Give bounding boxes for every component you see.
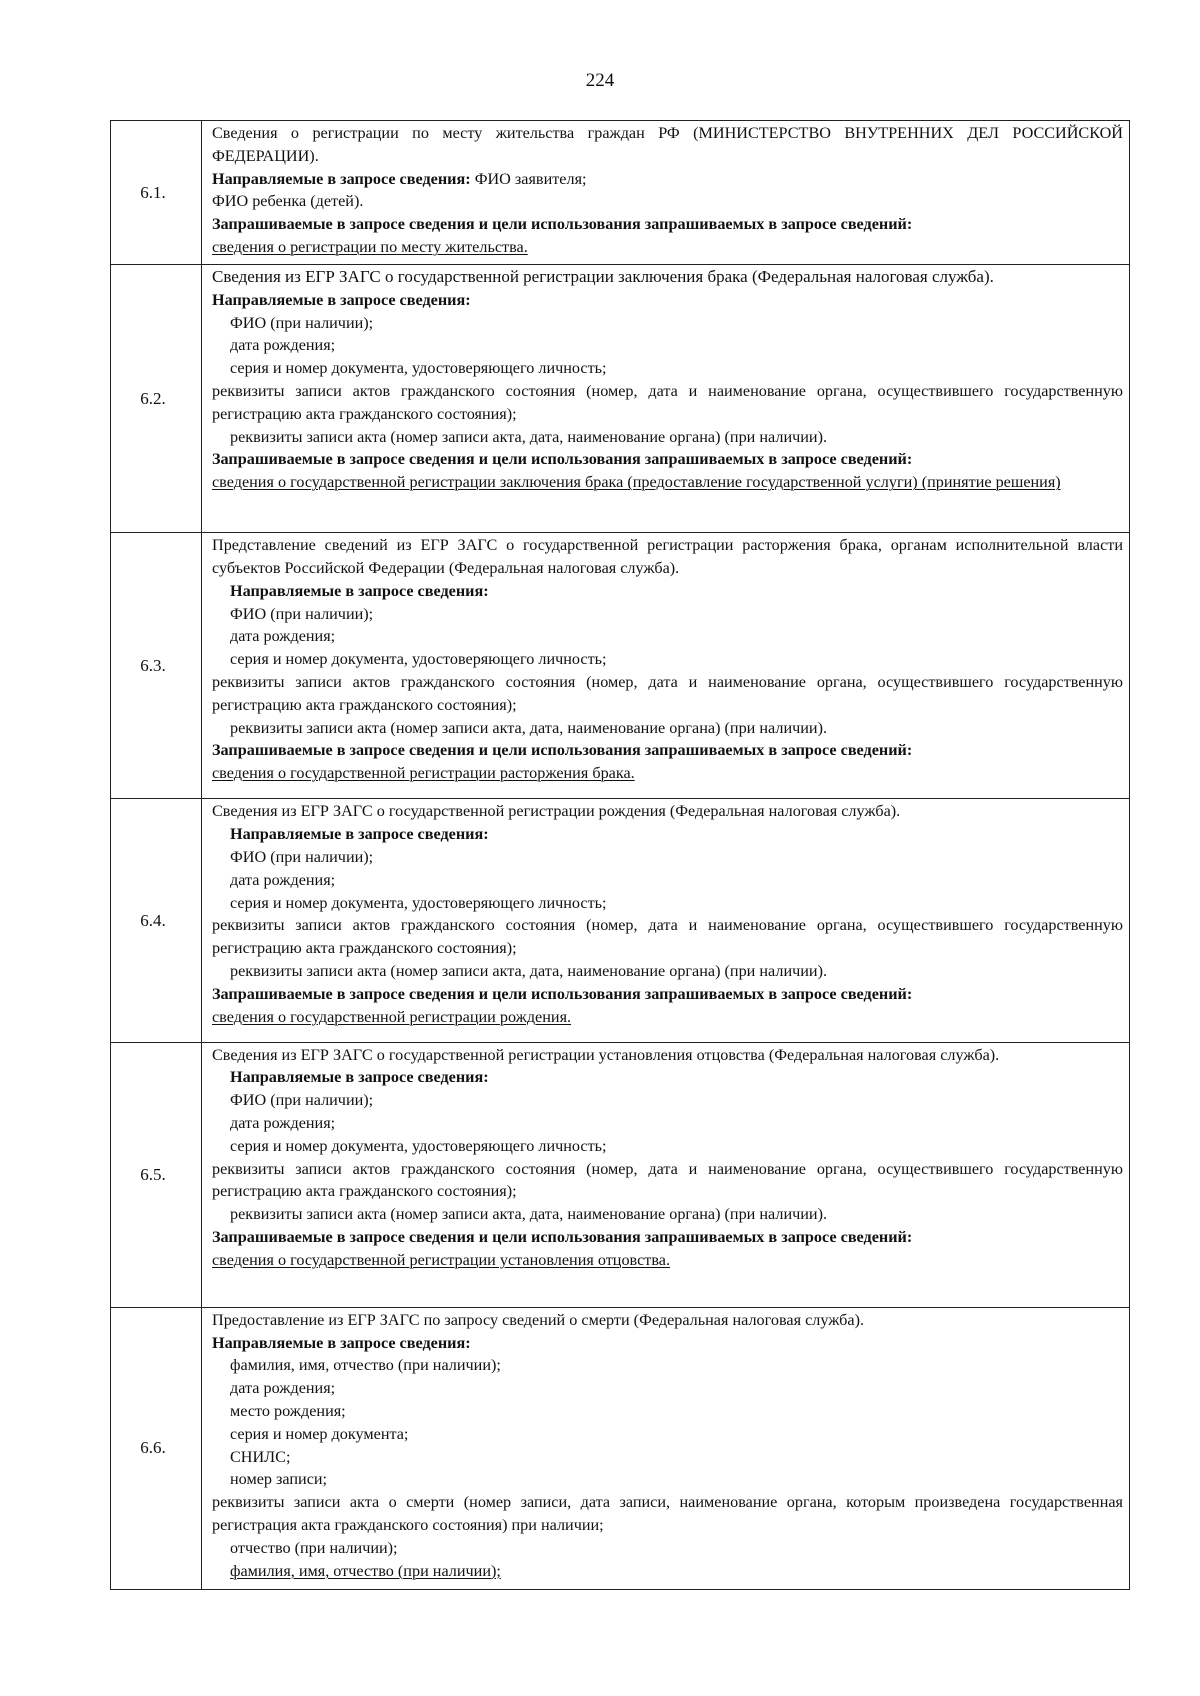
text-line: сведения о государственной регистрации установления отцовства. — [212, 1250, 671, 1269]
row-content — [202, 1307, 1130, 1589]
row-content — [202, 1042, 1130, 1307]
row-title: Сведения из ЕГР ЗАГС о государственной регистрации установления отцовства (Федеральная налоговая служба). — [212, 1045, 1000, 1064]
text-line: место рождения; — [230, 1401, 346, 1420]
sent-data-line — [212, 168, 1123, 191]
row-title: Сведения из ЕГР ЗАГС о государственной регистрации заключения брака (Федеральная налоговая служба). — [212, 267, 994, 287]
text-line: дата рождения; — [230, 336, 336, 355]
text-line: сведения о государственной регистрации заключения брака (предоставление государственной услуги) (принятие решения) — [212, 473, 1061, 492]
text-line: реквизиты записи акта (номер записи акта, дата, наименование органа) (при наличии). — [230, 1205, 828, 1224]
text-line: сведения о государственной регистрации рождения. — [212, 1007, 572, 1026]
text-line: реквизиты записи актов гражданского состояния (номер, дата и наименование органа, осуществившего государственную регистрацию акта гражданского состояния); — [212, 1159, 1123, 1201]
table-row — [111, 1042, 1130, 1307]
row-number: 6.6. — [111, 1307, 202, 1589]
text-line: сведения о регистрации по месту жительства. — [212, 237, 528, 256]
text-line: дата рождения; — [230, 1113, 336, 1132]
text-line: номер записи; — [230, 1470, 328, 1489]
row-title: Сведения из ЕГР ЗАГС о государственной регистрации рождения (Федеральная налоговая служба). — [212, 802, 901, 821]
text-line: серия и номер документа, удостоверяющего личность; — [230, 650, 607, 669]
text-line: ФИО (при наличии); — [230, 848, 374, 867]
text-line: СНИЛС; — [230, 1447, 291, 1466]
text-line: дата рождения; — [230, 1379, 336, 1398]
row-content — [202, 121, 1130, 265]
text-line: ФИО ребенка (детей). — [212, 192, 364, 211]
row-content — [202, 265, 1130, 533]
row-number: 6.3. — [111, 533, 202, 799]
text-line: реквизиты записи акта (номер записи акта, дата, наименование органа) (при наличии). — [230, 718, 828, 737]
row-number: 6.2. — [111, 265, 202, 533]
table-row — [111, 265, 1130, 533]
text-line: ФИО (при наличии); — [230, 604, 374, 623]
text-line: фамилия, имя, отчество (при наличии); — [230, 1561, 501, 1580]
text-line: реквизиты записи актов гражданского состояния (номер, дата и наименование органа, осуществившего государственную регистрацию акта гражданского состояния); — [212, 673, 1123, 714]
row-number: 6.5. — [111, 1042, 202, 1307]
requested-data-heading: Запрашиваемые в запросе сведения и цели использования запрашиваемых в запросе сведений: — [212, 741, 913, 760]
table-row — [111, 533, 1130, 799]
text-line: реквизиты записи акта (номер записи акта, дата, наименование органа) (при наличии). — [230, 962, 828, 981]
document-table — [110, 120, 1130, 1590]
sent-data-heading: Направляемые в запросе сведения: — [230, 1068, 489, 1087]
row-number: 6.1. — [111, 121, 202, 265]
requested-data-heading: Запрашиваемые в запросе сведения и цели использования запрашиваемых в запросе сведений: — [212, 1227, 913, 1246]
sent-data-heading: Направляемые в запросе сведения: — [212, 169, 471, 188]
requested-data-heading: Запрашиваемые в запросе сведения и цели использования запрашиваемых в запросе сведений: — [212, 450, 913, 469]
text-line: дата рождения; — [230, 870, 336, 889]
table-row — [111, 799, 1130, 1042]
row-title: Представление сведений из ЕГР ЗАГС о государственной регистрации расторжения брака, органам исполнительной власти субъектов Российской Федерации (Федеральная налоговая служба). — [212, 536, 1123, 578]
text-line: ФИО (при наличии); — [230, 1091, 374, 1110]
sent-data-heading: Направляемые в запросе сведения: — [230, 581, 489, 600]
row-content — [202, 799, 1130, 1042]
text-line: ФИО (при наличии); — [230, 313, 374, 332]
text-line: сведения о государственной регистрации расторжения брака. — [212, 764, 635, 783]
table-row — [111, 121, 1130, 265]
text-line: серия и номер документа, удостоверяющего личность; — [230, 1136, 607, 1155]
sent-data-heading: Направляемые в запросе сведения: — [230, 825, 489, 844]
text-line: серия и номер документа, удостоверяющего личность; — [230, 359, 607, 378]
text-line: серия и номер документа; — [230, 1424, 409, 1443]
row-number: 6.4. — [111, 799, 202, 1042]
text-line: фамилия, имя, отчество (при наличии); — [230, 1356, 501, 1375]
text-line: реквизиты записи актов гражданского состояния (номер, дата и наименование органа, осуществившего государственную регистрацию акта гражданского состояния); — [212, 382, 1123, 423]
text-line: реквизиты записи актов гражданского состояния (номер, дата и наименование органа, осуществившего государственную регистрацию акта гражданского состояния); — [212, 916, 1123, 958]
text-line: серия и номер документа, удостоверяющего личность; — [230, 893, 607, 912]
text-line: ФИО заявителя; — [474, 169, 587, 188]
requested-data-heading: Запрашиваемые в запросе сведения и цели использования запрашиваемых в запросе сведений: — [212, 984, 913, 1003]
text-line: отчество (при наличии); — [230, 1538, 398, 1557]
sent-data-heading: Направляемые в запросе сведения: — [212, 1333, 471, 1352]
requested-data-heading: Запрашиваемые в запросе сведения и цели использования запрашиваемых в запросе сведений: — [212, 215, 913, 234]
text-line: реквизиты записи акта (номер записи акта, дата, наименование органа) (при наличии). — [230, 427, 828, 446]
text-line: реквизиты записи акта о смерти (номер записи, дата записи, наименование органа, которым произведена государственная регистрация акта гражданского состояния) при наличии; — [212, 1493, 1123, 1534]
row-title: Сведения о регистрации по месту жительства граждан РФ (МИНИСТЕРСТВО ВНУТРЕННИХ ДЕЛ РОССИЙСКОЙ ФЕДЕРАЦИИ). — [212, 124, 1123, 165]
table-row — [111, 1307, 1130, 1589]
text-line: дата рождения; — [230, 627, 336, 646]
row-content — [202, 533, 1130, 799]
row-title: Предоставление из ЕГР ЗАГС по запросу сведений о смерти (Федеральная налоговая служба). — [212, 1310, 865, 1329]
page-number: 224 — [585, 70, 615, 91]
sent-data-heading: Направляемые в запросе сведения: — [212, 290, 471, 309]
